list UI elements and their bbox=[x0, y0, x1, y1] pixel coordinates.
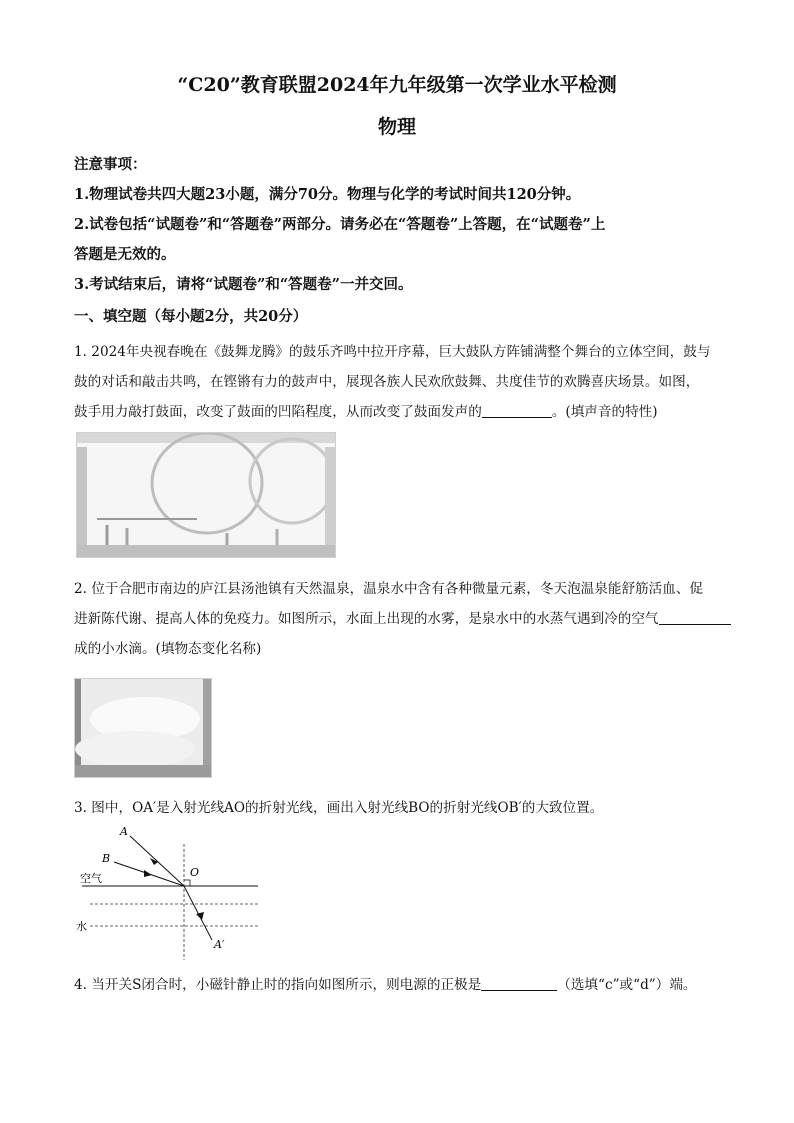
note-item-1: 1.物理试卷共四大题23小题，满分70分。物理与化学的考试时间共120分钟。 bbox=[74, 186, 581, 203]
q4-line bbox=[74, 973, 724, 993]
q1-line-1: 1. 2024年央视春晚在《鼓舞龙腾》的鼓乐齐鸣中拉开序幕，巨大鼓队方阵铺满整个舞台的立体空间，鼓与 bbox=[74, 344, 711, 360]
q2-line-2 bbox=[74, 607, 724, 627]
right-angle-mark bbox=[184, 880, 190, 886]
label-air: 空气 bbox=[80, 872, 102, 885]
q2-line-2-prefix: 进新陈代谢、提高人体的免疫力。如图所示，水面上出现的水雾，是泉水中的水蒸气遇到冷的空气 bbox=[74, 611, 659, 627]
drum-photo-sketch bbox=[77, 433, 335, 557]
q1-answer-blank[interactable] bbox=[482, 403, 552, 418]
q1-line-3-prefix: 鼓手用力敲打鼓面，改变了鼓面的凹陷程度，从而改变了鼓面发声的 bbox=[74, 404, 482, 420]
ray-ao bbox=[130, 836, 184, 886]
note-item-2: 2.试卷包括“试题卷”和“答题卷”两部分。请务必在“答题卷”上答题，在“试题卷”上 bbox=[74, 216, 606, 233]
drum-performance-photo bbox=[76, 432, 336, 558]
hot-spring-sketch bbox=[75, 679, 211, 777]
ray-ao-arrow bbox=[150, 858, 158, 865]
q4-answer-blank[interactable] bbox=[481, 976, 557, 991]
q2-answer-blank[interactable] bbox=[659, 610, 731, 625]
q1-line-2: 鼓的对话和敲击共鸣，在铿锵有力的鼓声中，展现各族人民欢欣鼓舞、共度佳节的欢腾喜庆场景。如图， bbox=[74, 374, 700, 390]
q1-line-3 bbox=[74, 400, 724, 420]
q2-line-3: 成的小水滴。(填物态变化名称) bbox=[74, 641, 262, 657]
q4-prefix: 4. 当开关S闭合时，小磁针静止时的指向如图所示，则电源的正极是 bbox=[74, 977, 482, 993]
label-a-prime: A′ bbox=[214, 938, 225, 951]
note-item-2-cont: 答题是无效的。 bbox=[74, 246, 176, 263]
q1-line-3-suffix: 。(填声音的特性) bbox=[551, 404, 658, 420]
q3-text: 3. 图中，OA′是入射光线AO的折射光线，画出入射光线BO的折射光线OB′的大致位置。 bbox=[74, 800, 604, 816]
exam-title: “C20”教育联盟2024年九年级第一次学业水平检测 bbox=[177, 74, 617, 96]
label-water: 水 bbox=[76, 920, 87, 933]
subject-title: 物理 bbox=[377, 116, 416, 138]
q4-suffix: （选填“c”或“d”）端。 bbox=[557, 977, 697, 993]
ray-bo-arrow bbox=[144, 870, 152, 877]
hot-spring-photo bbox=[74, 678, 212, 778]
refraction-diagram bbox=[74, 822, 264, 962]
ray-oa-prime bbox=[184, 886, 212, 940]
label-b: B bbox=[102, 852, 111, 865]
q2-line-1: 2. 位于合肥市南边的庐江县汤池镇有天然温泉，温泉水中含有各种微量元素，冬天泡温泉能舒筋活血、促 bbox=[74, 581, 704, 597]
label-a: A bbox=[120, 825, 128, 838]
label-o: O bbox=[190, 866, 200, 879]
ray-oa-prime-arrow bbox=[196, 912, 204, 920]
section-heading: 一、填空题（每小题2分，共20分） bbox=[74, 308, 308, 325]
notes-heading: 注意事项： bbox=[74, 156, 147, 173]
note-item-3: 3.考试结束后，请将“试题卷”和“答题卷”一并交回。 bbox=[74, 276, 413, 293]
